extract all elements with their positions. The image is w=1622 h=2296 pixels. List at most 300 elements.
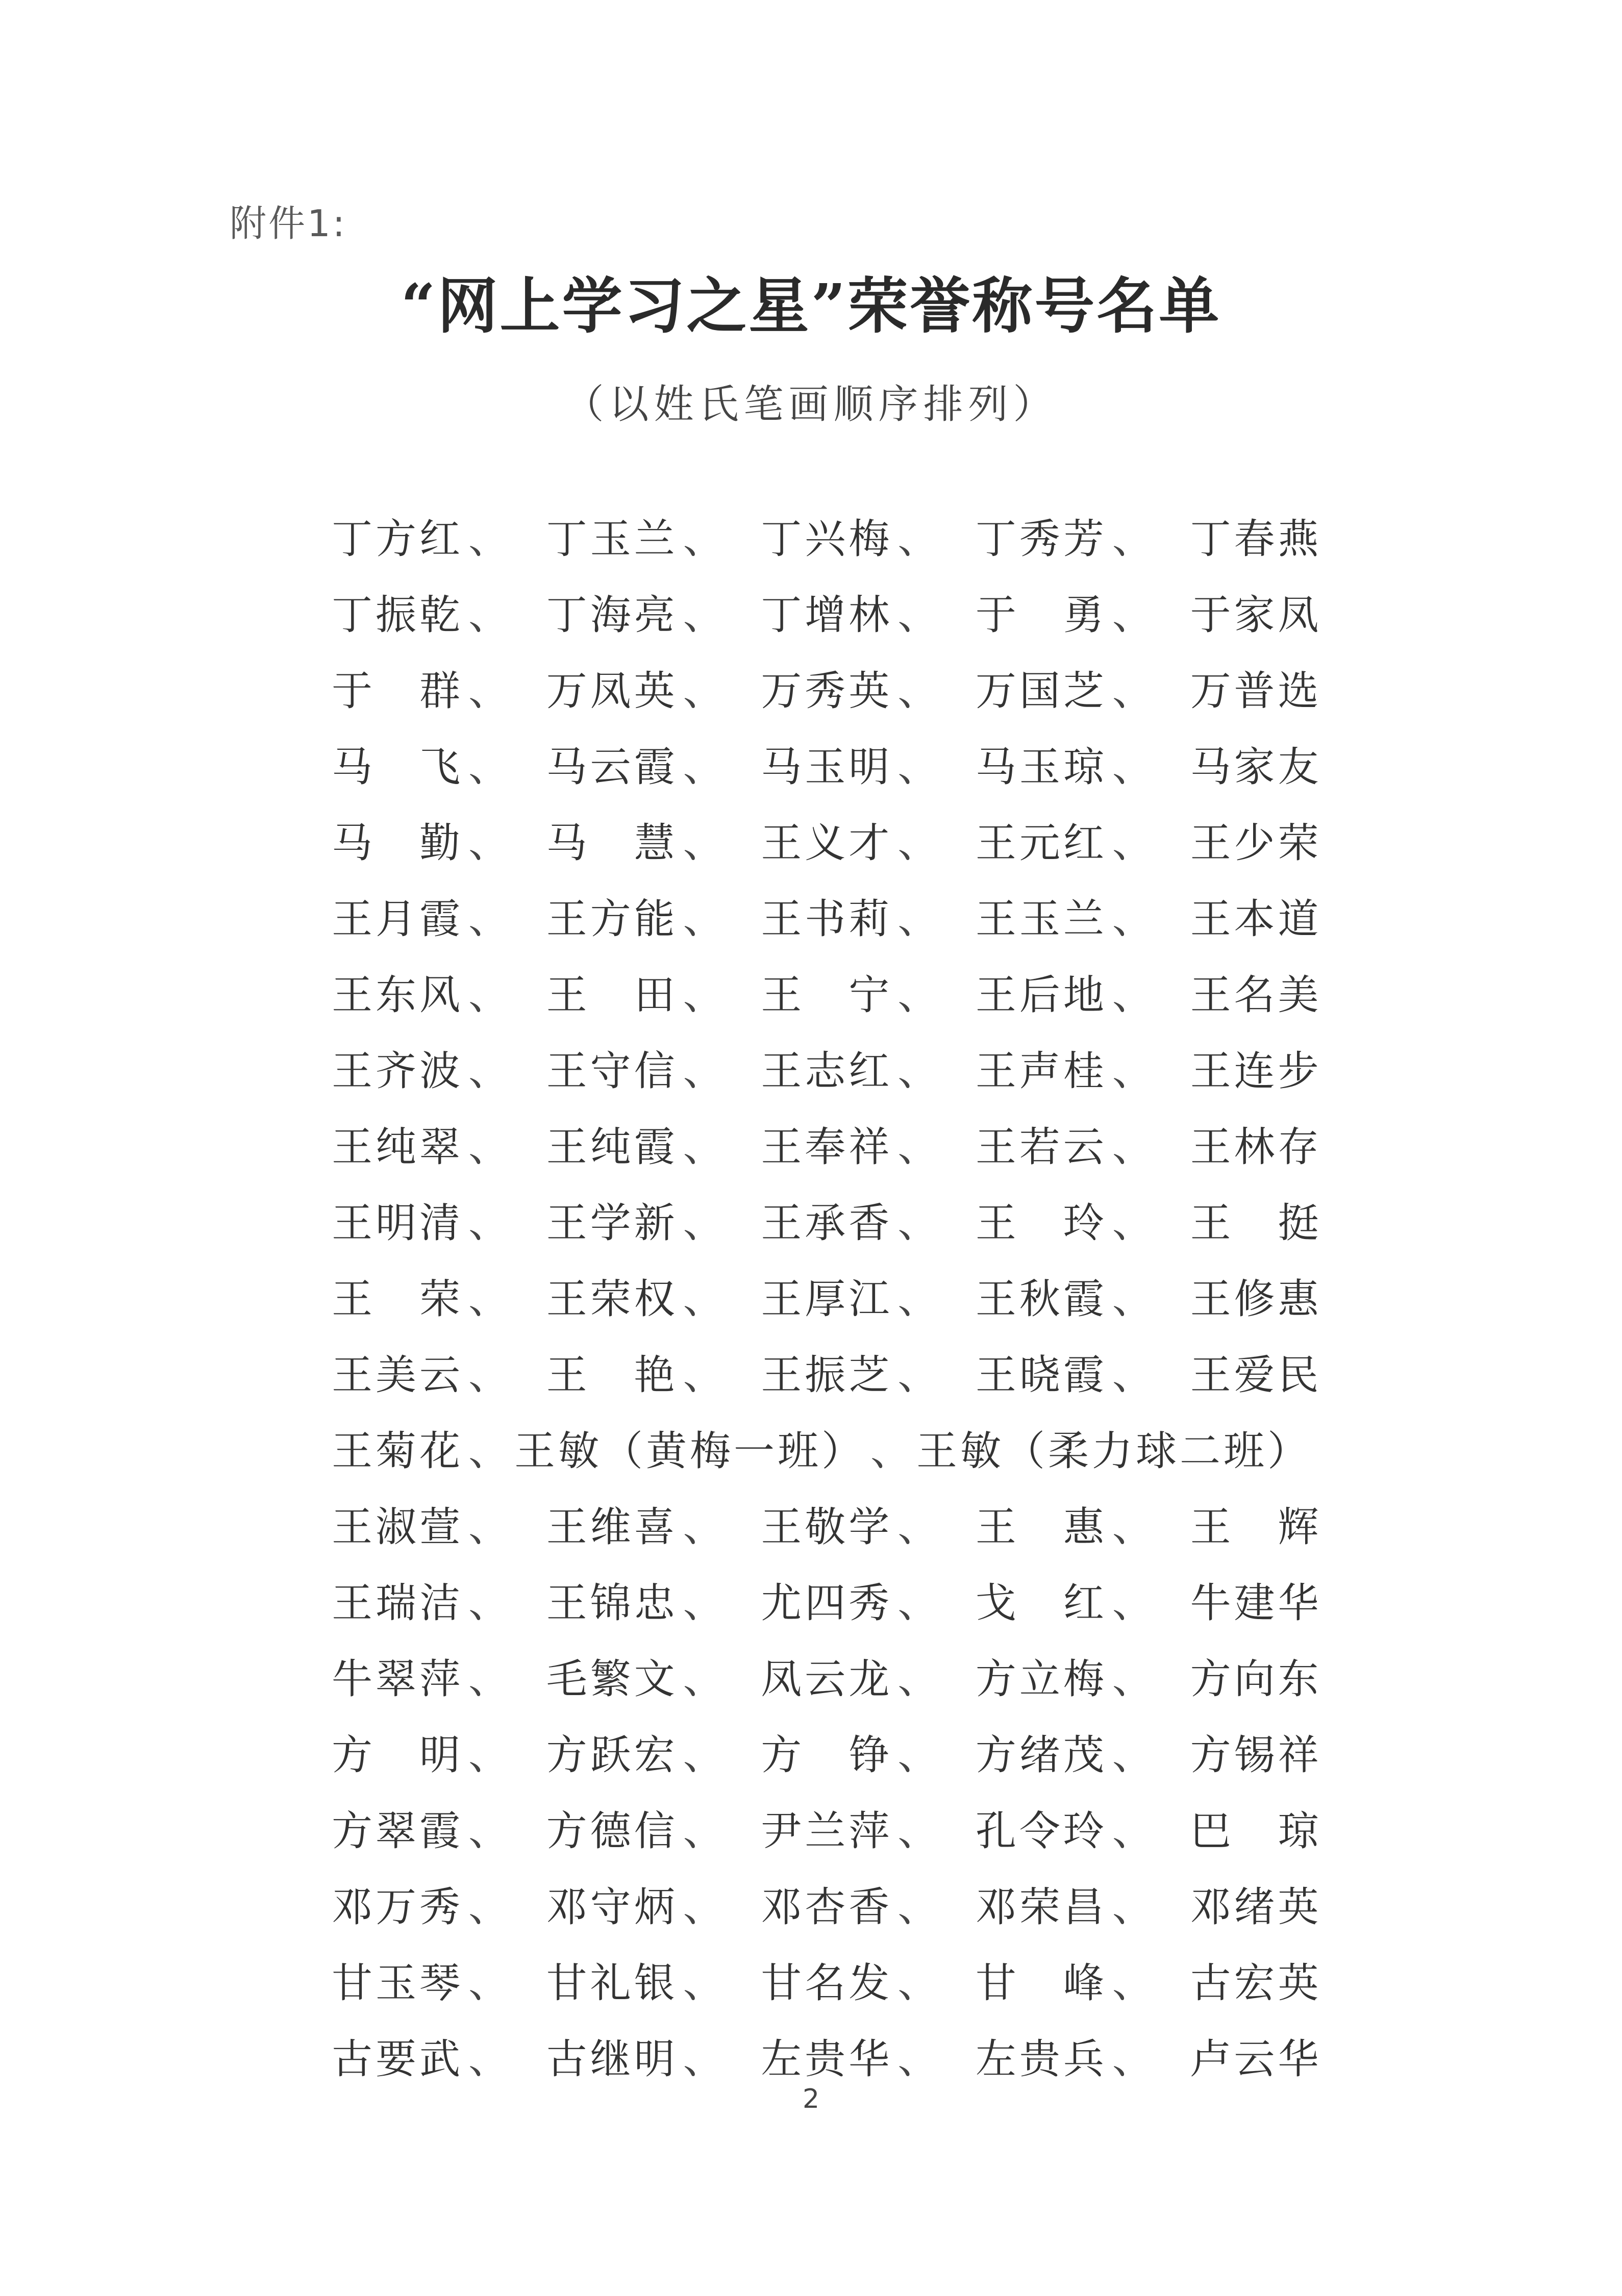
name-cell bbox=[761, 886, 976, 945]
name-cell bbox=[546, 1570, 761, 1629]
name-row bbox=[332, 725, 1352, 801]
name-row bbox=[332, 1713, 1352, 1789]
name-row bbox=[332, 1941, 1352, 2017]
name-cell bbox=[976, 810, 1190, 869]
name-cell bbox=[332, 1114, 546, 1173]
honoree-name: 方 明 bbox=[332, 1731, 463, 1779]
honoree-name: 王敏（柔力球二班） bbox=[916, 1427, 1311, 1475]
name-cell bbox=[332, 734, 546, 793]
name-separator: 、 bbox=[683, 1275, 724, 1323]
name-separator: 、 bbox=[468, 1275, 509, 1323]
name-cell bbox=[332, 962, 546, 1021]
name-cell bbox=[976, 506, 1190, 565]
name-separator: 、 bbox=[897, 743, 939, 791]
name-separator: 、 bbox=[683, 1579, 724, 1627]
name-separator: 、 bbox=[1112, 1047, 1153, 1095]
name-cell bbox=[546, 734, 761, 793]
name-row bbox=[332, 1181, 1352, 1257]
attachment-label: 附件1: bbox=[230, 202, 347, 245]
honoree-name: 王元红 bbox=[975, 819, 1107, 867]
honoree-name: 王书莉 bbox=[761, 895, 893, 943]
name-separator: 、 bbox=[897, 1883, 939, 1931]
name-cell bbox=[761, 1570, 976, 1629]
name-separator: 、 bbox=[468, 1731, 509, 1779]
name-separator: 、 bbox=[897, 591, 939, 639]
name-separator: 、 bbox=[1112, 2035, 1153, 2083]
honoree-name: 丁玉兰 bbox=[546, 515, 678, 563]
name-separator: 、 bbox=[1112, 1199, 1153, 1247]
name-separator: 、 bbox=[897, 1351, 939, 1399]
honoree-name: 邓杏香 bbox=[761, 1883, 893, 1931]
honoree-name: 牛翠萍 bbox=[332, 1655, 463, 1703]
name-separator: 、 bbox=[897, 1503, 939, 1551]
honoree-name: 邓守炳 bbox=[546, 1883, 678, 1931]
honoree-name: 古继明 bbox=[546, 2035, 678, 2083]
honoree-name: 丁方红 bbox=[332, 515, 463, 563]
honoree-name: 尤四秀 bbox=[761, 1579, 893, 1627]
name-separator: 、 bbox=[683, 591, 724, 639]
name-cell bbox=[332, 658, 546, 717]
honoree-name: 王荣权 bbox=[546, 1275, 678, 1323]
name-cell bbox=[976, 1342, 1190, 1401]
name-separator: 、 bbox=[1112, 667, 1153, 715]
name-cell bbox=[1190, 1494, 1352, 1553]
name-separator: 、 bbox=[468, 1883, 509, 1931]
name-cell bbox=[761, 1190, 976, 1249]
name-separator: 、 bbox=[1112, 1731, 1153, 1779]
name-cell bbox=[546, 582, 761, 641]
name-separator: 、 bbox=[897, 1959, 939, 2007]
name-cell bbox=[332, 1646, 546, 1705]
honoree-name: 万秀英 bbox=[761, 667, 893, 715]
name-cell bbox=[546, 1114, 761, 1173]
name-cell bbox=[761, 962, 976, 1021]
honoree-name: 王纯霞 bbox=[546, 1123, 678, 1171]
name-cell bbox=[546, 1874, 761, 1933]
honoree-name: 王振芝 bbox=[761, 1351, 893, 1399]
name-cell bbox=[976, 658, 1190, 717]
honoree-name: 戈 红 bbox=[975, 1579, 1107, 1627]
name-cell bbox=[332, 1494, 546, 1553]
name-separator: 、 bbox=[683, 1883, 724, 1931]
honoree-name: 甘礼银 bbox=[546, 1959, 678, 2007]
name-cell bbox=[1190, 886, 1352, 945]
name-separator: 、 bbox=[468, 819, 509, 867]
name-cell bbox=[1190, 1114, 1352, 1173]
name-cell bbox=[546, 1494, 761, 1553]
name-row bbox=[332, 497, 1352, 573]
name-separator: 、 bbox=[468, 1427, 509, 1475]
honoree-name: 王本道 bbox=[1190, 895, 1322, 943]
name-separator: 、 bbox=[683, 819, 724, 867]
name-separator: 、 bbox=[683, 1655, 724, 1703]
honoree-name: 左贵华 bbox=[761, 2035, 893, 2083]
name-cell bbox=[332, 1342, 546, 1401]
name-separator: 、 bbox=[468, 1807, 509, 1855]
name-separator: 、 bbox=[897, 2035, 939, 2083]
name-cell bbox=[332, 1190, 546, 1249]
name-separator: 、 bbox=[897, 667, 939, 715]
name-separator: 、 bbox=[1112, 591, 1153, 639]
honoree-name: 方锡祥 bbox=[1190, 1731, 1322, 1779]
honoree-name: 王维喜 bbox=[546, 1503, 678, 1551]
name-cell bbox=[1190, 1190, 1352, 1249]
name-separator: 、 bbox=[1112, 1883, 1153, 1931]
name-separator: 、 bbox=[683, 895, 724, 943]
name-cell bbox=[546, 1646, 761, 1705]
name-separator: 、 bbox=[468, 743, 509, 791]
name-cell bbox=[546, 962, 761, 1021]
name-separator: 、 bbox=[468, 971, 509, 1019]
honoree-name: 王晓霞 bbox=[975, 1351, 1107, 1399]
honoree-name: 王厚江 bbox=[761, 1275, 893, 1323]
honoree-name-list bbox=[332, 497, 1352, 2093]
honoree-name: 巴 琼 bbox=[1190, 1807, 1322, 1855]
name-cell bbox=[976, 1190, 1190, 1249]
honoree-name: 王若云 bbox=[975, 1123, 1107, 1171]
name-separator: 、 bbox=[468, 1655, 509, 1703]
name-row bbox=[332, 877, 1352, 953]
name-separator: 、 bbox=[468, 515, 509, 563]
name-separator: 、 bbox=[468, 1351, 509, 1399]
name-cell bbox=[332, 2026, 546, 2085]
honoree-name: 王 惠 bbox=[975, 1503, 1107, 1551]
name-cell bbox=[761, 734, 976, 793]
name-separator: 、 bbox=[1112, 895, 1153, 943]
name-cell bbox=[546, 1266, 761, 1325]
honoree-name: 方跃宏 bbox=[546, 1731, 678, 1779]
honoree-name: 王修惠 bbox=[1190, 1275, 1322, 1323]
name-separator: 、 bbox=[683, 743, 724, 791]
name-cell bbox=[546, 1190, 761, 1249]
name-cell bbox=[1190, 1570, 1352, 1629]
name-separator: 、 bbox=[897, 1579, 939, 1627]
honoree-name: 王 辉 bbox=[1190, 1503, 1322, 1551]
honoree-name: 王学新 bbox=[546, 1199, 678, 1247]
name-separator: 、 bbox=[683, 1959, 724, 2007]
honoree-name: 方翠霞 bbox=[332, 1807, 463, 1855]
name-separator: 、 bbox=[683, 971, 724, 1019]
name-cell bbox=[761, 1646, 976, 1705]
name-cell bbox=[332, 506, 546, 565]
honoree-name: 王敏（黄梅一班） bbox=[514, 1427, 865, 1475]
name-separator: 、 bbox=[897, 1123, 939, 1171]
name-row bbox=[332, 1865, 1352, 1941]
honoree-name: 方立梅 bbox=[975, 1655, 1107, 1703]
name-separator: 、 bbox=[1112, 515, 1153, 563]
name-cell bbox=[761, 1874, 976, 1933]
name-cell bbox=[332, 582, 546, 641]
name-separator: 、 bbox=[468, 1503, 509, 1551]
name-cell bbox=[1190, 1646, 1352, 1705]
name-row bbox=[332, 1333, 1352, 1409]
name-separator: 、 bbox=[683, 1199, 724, 1247]
name-separator: 、 bbox=[468, 1579, 509, 1627]
honoree-name: 王月霞 bbox=[332, 895, 463, 943]
name-cell bbox=[1190, 734, 1352, 793]
honoree-name: 丁秀芳 bbox=[975, 515, 1107, 563]
name-cell bbox=[514, 1418, 916, 1477]
honoree-name: 马云霞 bbox=[546, 743, 678, 791]
name-row bbox=[332, 1409, 1352, 1485]
name-cell bbox=[976, 1950, 1190, 2009]
honoree-name: 王 玲 bbox=[975, 1199, 1107, 1247]
honoree-name: 王志红 bbox=[761, 1047, 893, 1095]
name-cell bbox=[332, 1722, 546, 1781]
name-row bbox=[332, 1029, 1352, 1105]
honoree-name: 方 铮 bbox=[761, 1731, 893, 1779]
honoree-name: 王 艳 bbox=[546, 1351, 678, 1399]
name-cell bbox=[546, 1342, 761, 1401]
honoree-name: 方德信 bbox=[546, 1807, 678, 1855]
honoree-name: 王 宁 bbox=[761, 971, 893, 1019]
page-subtitle: （以姓氏笔画顺序排列） bbox=[564, 382, 1058, 427]
honoree-name: 马玉明 bbox=[761, 743, 893, 791]
honoree-name: 于 群 bbox=[332, 667, 463, 715]
name-separator: 、 bbox=[683, 1047, 724, 1095]
name-separator: 、 bbox=[683, 1351, 724, 1399]
honoree-name: 邓绪英 bbox=[1190, 1883, 1322, 1931]
name-separator: 、 bbox=[897, 971, 939, 1019]
name-separator: 、 bbox=[683, 2035, 724, 2083]
honoree-name: 丁春燕 bbox=[1190, 515, 1322, 563]
name-cell bbox=[1190, 658, 1352, 717]
name-separator: 、 bbox=[897, 895, 939, 943]
name-separator: 、 bbox=[683, 515, 724, 563]
name-cell bbox=[976, 2026, 1190, 2085]
name-cell bbox=[1190, 1038, 1352, 1097]
name-cell bbox=[1190, 1722, 1352, 1781]
honoree-name: 王 荣 bbox=[332, 1275, 463, 1323]
honoree-name: 邓万秀 bbox=[332, 1883, 463, 1931]
name-cell bbox=[546, 2026, 761, 2085]
name-cell bbox=[761, 1342, 976, 1401]
name-separator: 、 bbox=[897, 819, 939, 867]
name-separator: 、 bbox=[468, 1959, 509, 2007]
honoree-name: 方向东 bbox=[1190, 1655, 1322, 1703]
name-cell bbox=[1190, 962, 1352, 1021]
honoree-name: 古要武 bbox=[332, 2035, 463, 2083]
name-separator: 、 bbox=[468, 1047, 509, 1095]
name-cell bbox=[546, 886, 761, 945]
name-row bbox=[332, 1257, 1352, 1333]
honoree-name: 马 勤 bbox=[332, 819, 463, 867]
name-separator: 、 bbox=[468, 667, 509, 715]
name-separator: 、 bbox=[1112, 743, 1153, 791]
name-cell bbox=[976, 1646, 1190, 1705]
name-cell bbox=[976, 962, 1190, 1021]
name-cell bbox=[761, 1494, 976, 1553]
name-separator: 、 bbox=[683, 667, 724, 715]
name-separator: 、 bbox=[468, 1199, 509, 1247]
honoree-name: 卢云华 bbox=[1190, 2035, 1322, 2083]
honoree-name: 王奉祥 bbox=[761, 1123, 893, 1171]
name-cell bbox=[761, 1950, 976, 2009]
name-separator: 、 bbox=[1112, 971, 1153, 1019]
honoree-name: 王东风 bbox=[332, 971, 463, 1019]
name-cell bbox=[761, 1114, 976, 1173]
name-separator: 、 bbox=[1112, 1579, 1153, 1627]
name-separator: 、 bbox=[897, 1655, 939, 1703]
name-cell bbox=[1190, 1874, 1352, 1933]
name-cell bbox=[546, 1950, 761, 2009]
honoree-name: 古宏英 bbox=[1190, 1959, 1322, 2007]
name-separator: 、 bbox=[897, 1199, 939, 1247]
name-cell bbox=[976, 734, 1190, 793]
name-separator: 、 bbox=[468, 591, 509, 639]
name-cell bbox=[761, 1722, 976, 1781]
page-number: 2 bbox=[802, 2084, 820, 2114]
name-row bbox=[332, 1561, 1352, 1637]
name-row bbox=[332, 801, 1352, 877]
name-cell bbox=[761, 582, 976, 641]
name-separator: 、 bbox=[683, 1807, 724, 1855]
honoree-name: 王声桂 bbox=[975, 1047, 1107, 1095]
name-separator: 、 bbox=[468, 895, 509, 943]
name-cell bbox=[1190, 1950, 1352, 2009]
name-cell bbox=[976, 1722, 1190, 1781]
honoree-name: 王义才 bbox=[761, 819, 893, 867]
name-cell bbox=[546, 1038, 761, 1097]
honoree-name: 王敬学 bbox=[761, 1503, 893, 1551]
name-cell bbox=[1190, 1342, 1352, 1401]
name-separator: 、 bbox=[1112, 1275, 1153, 1323]
honoree-name: 孔令玲 bbox=[975, 1807, 1107, 1855]
name-separator: 、 bbox=[683, 1123, 724, 1171]
name-row bbox=[332, 1105, 1352, 1181]
honoree-name: 万普选 bbox=[1190, 667, 1322, 715]
name-cell bbox=[332, 1798, 546, 1857]
name-cell bbox=[976, 1038, 1190, 1097]
honoree-name: 王秋霞 bbox=[975, 1275, 1107, 1323]
name-separator: 、 bbox=[683, 1731, 724, 1779]
name-separator: 、 bbox=[1112, 1351, 1153, 1399]
honoree-name: 万凤英 bbox=[546, 667, 678, 715]
name-cell bbox=[976, 1494, 1190, 1553]
name-cell bbox=[1190, 810, 1352, 869]
honoree-name: 王瑞洁 bbox=[332, 1579, 463, 1627]
honoree-name: 马 飞 bbox=[332, 743, 463, 791]
honoree-name: 王连步 bbox=[1190, 1047, 1322, 1095]
honoree-name: 王齐波 bbox=[332, 1047, 463, 1095]
honoree-name: 丁增林 bbox=[761, 591, 893, 639]
name-cell bbox=[332, 886, 546, 945]
name-separator: 、 bbox=[897, 1047, 939, 1095]
honoree-name: 甘玉琴 bbox=[332, 1959, 463, 2007]
honoree-name: 王淑萱 bbox=[332, 1503, 463, 1551]
honoree-name: 王后地 bbox=[975, 971, 1107, 1019]
honoree-name: 毛繁文 bbox=[546, 1655, 678, 1703]
name-separator: 、 bbox=[1112, 1807, 1153, 1855]
name-cell bbox=[761, 658, 976, 717]
honoree-name: 邓荣昌 bbox=[975, 1883, 1107, 1931]
honoree-name: 牛建华 bbox=[1190, 1579, 1322, 1627]
honoree-name: 马玉琼 bbox=[975, 743, 1107, 791]
name-separator: 、 bbox=[870, 1427, 911, 1475]
name-separator: 、 bbox=[468, 1123, 509, 1171]
name-cell bbox=[761, 1798, 976, 1857]
name-cell bbox=[916, 1418, 1311, 1477]
honoree-name: 尹兰萍 bbox=[761, 1807, 893, 1855]
name-cell bbox=[332, 810, 546, 869]
name-cell bbox=[332, 1038, 546, 1097]
name-separator: 、 bbox=[1112, 819, 1153, 867]
honoree-name: 王菊花 bbox=[332, 1427, 463, 1475]
name-row bbox=[332, 2017, 1352, 2093]
honoree-name: 左贵兵 bbox=[975, 2035, 1107, 2083]
name-cell bbox=[332, 1418, 514, 1477]
name-cell bbox=[546, 810, 761, 869]
name-cell bbox=[976, 1798, 1190, 1857]
name-cell bbox=[761, 506, 976, 565]
name-separator: 、 bbox=[897, 1731, 939, 1779]
name-cell bbox=[546, 1798, 761, 1857]
name-separator: 、 bbox=[1112, 1503, 1153, 1551]
name-cell bbox=[332, 1570, 546, 1629]
honoree-name: 王锦忠 bbox=[546, 1579, 678, 1627]
name-separator: 、 bbox=[468, 2035, 509, 2083]
name-separator: 、 bbox=[683, 1503, 724, 1551]
honoree-name: 甘名发 bbox=[761, 1959, 893, 2007]
honoree-name: 王少荣 bbox=[1190, 819, 1322, 867]
honoree-name: 方绪茂 bbox=[975, 1731, 1107, 1779]
name-cell bbox=[976, 1874, 1190, 1933]
name-cell bbox=[761, 810, 976, 869]
honoree-name: 丁海亮 bbox=[546, 591, 678, 639]
name-cell bbox=[976, 582, 1190, 641]
name-cell bbox=[546, 658, 761, 717]
name-cell bbox=[332, 1266, 546, 1325]
name-separator: 、 bbox=[1112, 1959, 1153, 2007]
name-cell bbox=[976, 1114, 1190, 1173]
name-cell bbox=[546, 1722, 761, 1781]
name-row bbox=[332, 1637, 1352, 1713]
name-cell bbox=[761, 1038, 976, 1097]
name-separator: 、 bbox=[897, 515, 939, 563]
name-cell bbox=[1190, 506, 1352, 565]
honoree-name: 王玉兰 bbox=[975, 895, 1107, 943]
name-separator: 、 bbox=[897, 1807, 939, 1855]
honoree-name: 于 勇 bbox=[975, 591, 1107, 639]
name-separator: 、 bbox=[1112, 1655, 1153, 1703]
honoree-name: 丁振乾 bbox=[332, 591, 463, 639]
honoree-name: 王美云 bbox=[332, 1351, 463, 1399]
name-cell bbox=[976, 886, 1190, 945]
name-row bbox=[332, 953, 1352, 1029]
honoree-name: 王承香 bbox=[761, 1199, 893, 1247]
name-separator: 、 bbox=[1112, 1123, 1153, 1171]
name-cell bbox=[976, 1570, 1190, 1629]
honoree-name: 王林存 bbox=[1190, 1123, 1322, 1171]
name-cell bbox=[976, 1266, 1190, 1325]
name-row bbox=[332, 649, 1352, 725]
honoree-name: 马家友 bbox=[1190, 743, 1322, 791]
honoree-name: 于家凤 bbox=[1190, 591, 1322, 639]
name-row bbox=[332, 1789, 1352, 1865]
honoree-name: 王 田 bbox=[546, 971, 678, 1019]
honoree-name: 王纯翠 bbox=[332, 1123, 463, 1171]
honoree-name: 王方能 bbox=[546, 895, 678, 943]
name-cell bbox=[1190, 1266, 1352, 1325]
name-cell bbox=[1190, 582, 1352, 641]
name-cell bbox=[1190, 1798, 1352, 1857]
name-cell bbox=[546, 506, 761, 565]
honoree-name: 甘 峰 bbox=[975, 1959, 1107, 2007]
name-cell bbox=[1190, 2026, 1352, 2085]
name-cell bbox=[761, 1266, 976, 1325]
honoree-name: 王名美 bbox=[1190, 971, 1322, 1019]
name-cell bbox=[332, 1950, 546, 2009]
